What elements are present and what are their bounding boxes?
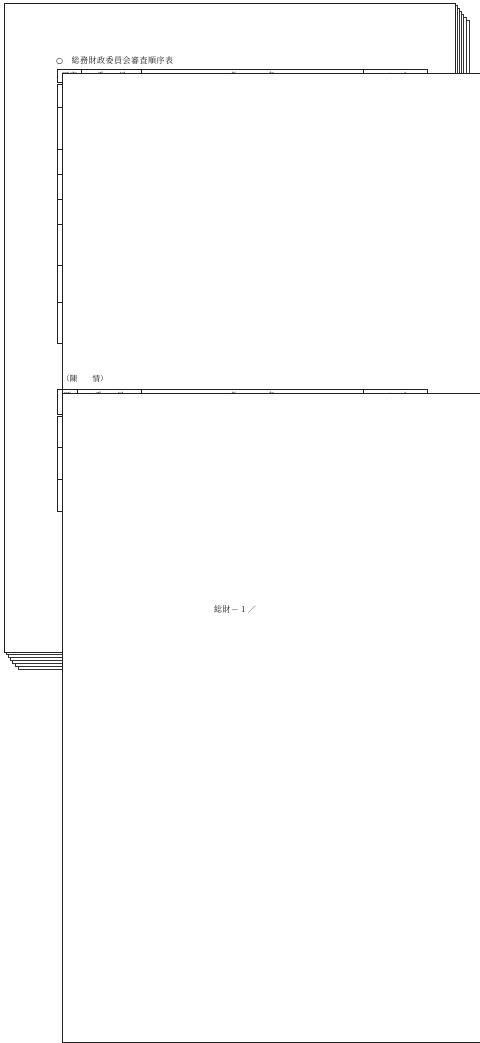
table-row	[58, 303, 428, 344]
cell-page	[62, 393, 480, 1043]
petitions-table	[57, 389, 428, 512]
title-text: 総務財政委員会審査順序表	[71, 56, 173, 65]
petitions-title: （陳 情）	[62, 373, 108, 384]
table-row	[58, 480, 428, 512]
bills-table	[57, 69, 428, 344]
document-title	[56, 55, 173, 66]
page-footer: 総財－１／	[214, 604, 256, 615]
title-marker: ○	[56, 56, 63, 65]
